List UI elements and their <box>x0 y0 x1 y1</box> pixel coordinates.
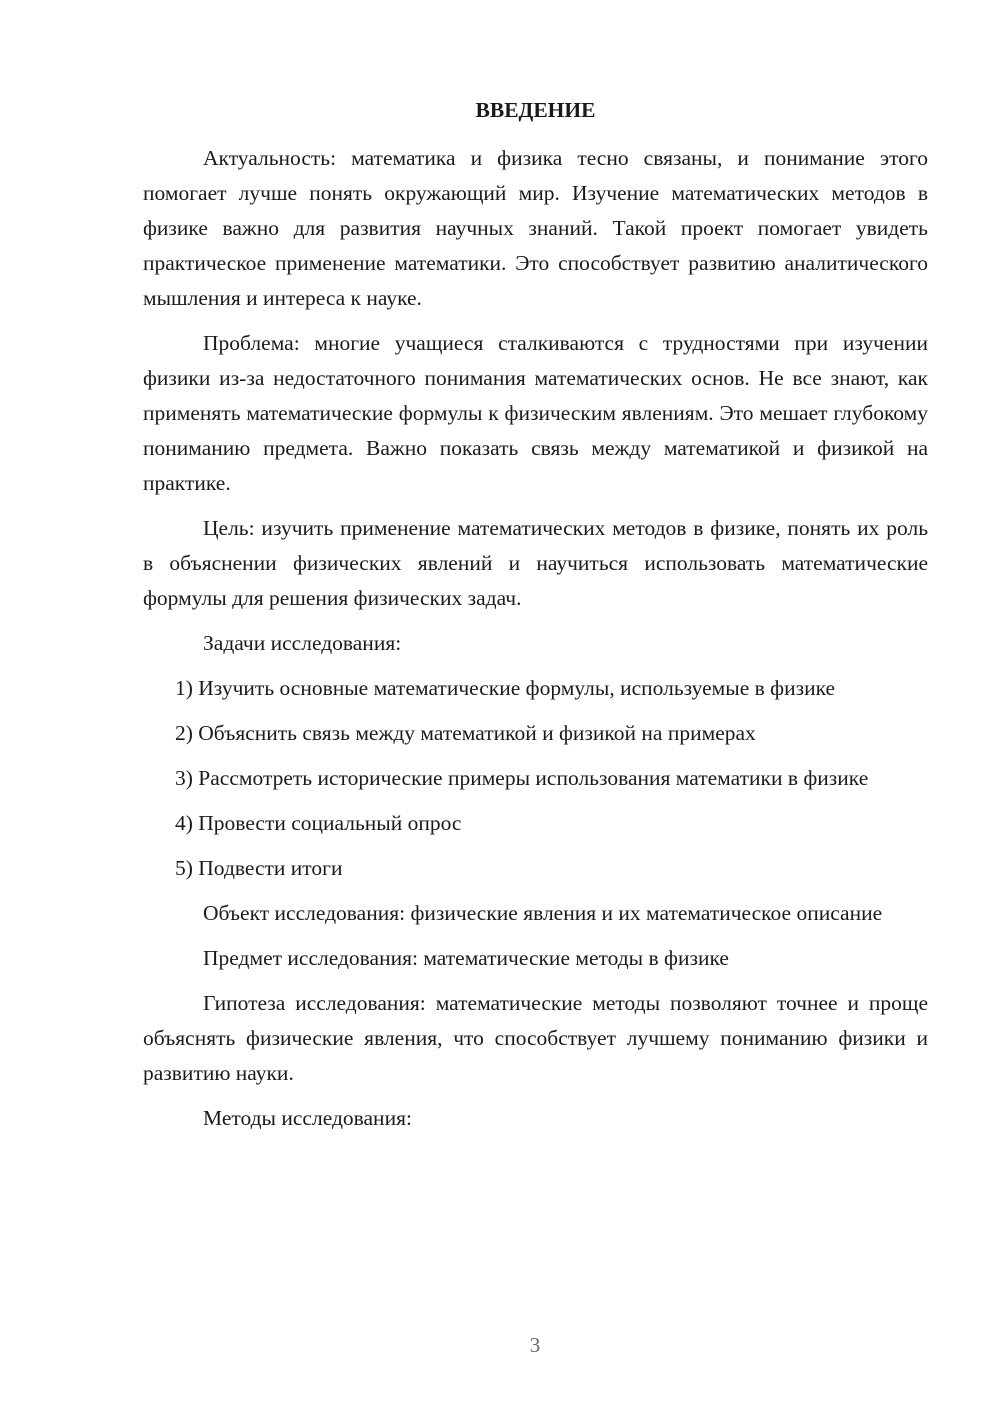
paragraph-relevance: Актуальность: математика и физика тесно связаны, и понимание этого помогает лучше понять окружающий мир. Изучение математических методов в физике важно для развития научных знаний. Такой проект помогает увидеть практическое применение математики. Это способствует развитию аналитического мышления и интереса к науке. <box>143 146 928 310</box>
paragraph-goal: Цель: изучить применение математических методов в физике, понять их роль в объяснении физических явлений и научиться использовать математические формулы для решения физических задач. <box>143 516 928 610</box>
section-title: ВВЕДЕНИЕ <box>475 98 596 122</box>
task-item-3: 3) Рассмотреть исторические примеры использования математики в физике <box>175 766 869 790</box>
paragraph-methods: Методы исследования: <box>203 1106 412 1130</box>
task-item-5: 5) Подвести итоги <box>175 856 343 880</box>
page-number: 3 <box>529 1333 541 1357</box>
task-item-2: 2) Объяснить связь между математикой и физикой на примерах <box>175 721 756 745</box>
task-item-4: 4) Провести социальный опрос <box>175 811 462 835</box>
paragraph-hypothesis: Гипотеза исследования: математические методы позволяют точнее и проще объяснять физические явления, что способствует лучшему пониманию физики и развитию науки. <box>143 991 928 1085</box>
paragraph-tasks-heading: Задачи исследования: <box>203 631 402 655</box>
paragraph-subject: Предмет исследования: математические методы в физике <box>203 946 729 970</box>
document-page <box>143 95 928 1146</box>
paragraph-problem: Проблема: многие учащиеся сталкиваются с трудностями при изучении физики из-за недостаточного понимания математических основ. Не все знают, как применять математические формулы к физическим явлениям. Это мешает глубокому пониманию предмета. Важно показать связь между математикой и физикой на практике. <box>143 331 928 495</box>
task-item-1: 1) Изучить основные математические формулы, используемые в физике <box>175 676 836 700</box>
paragraph-object: Объект исследования: физические явления и их математическое описание <box>203 901 883 925</box>
